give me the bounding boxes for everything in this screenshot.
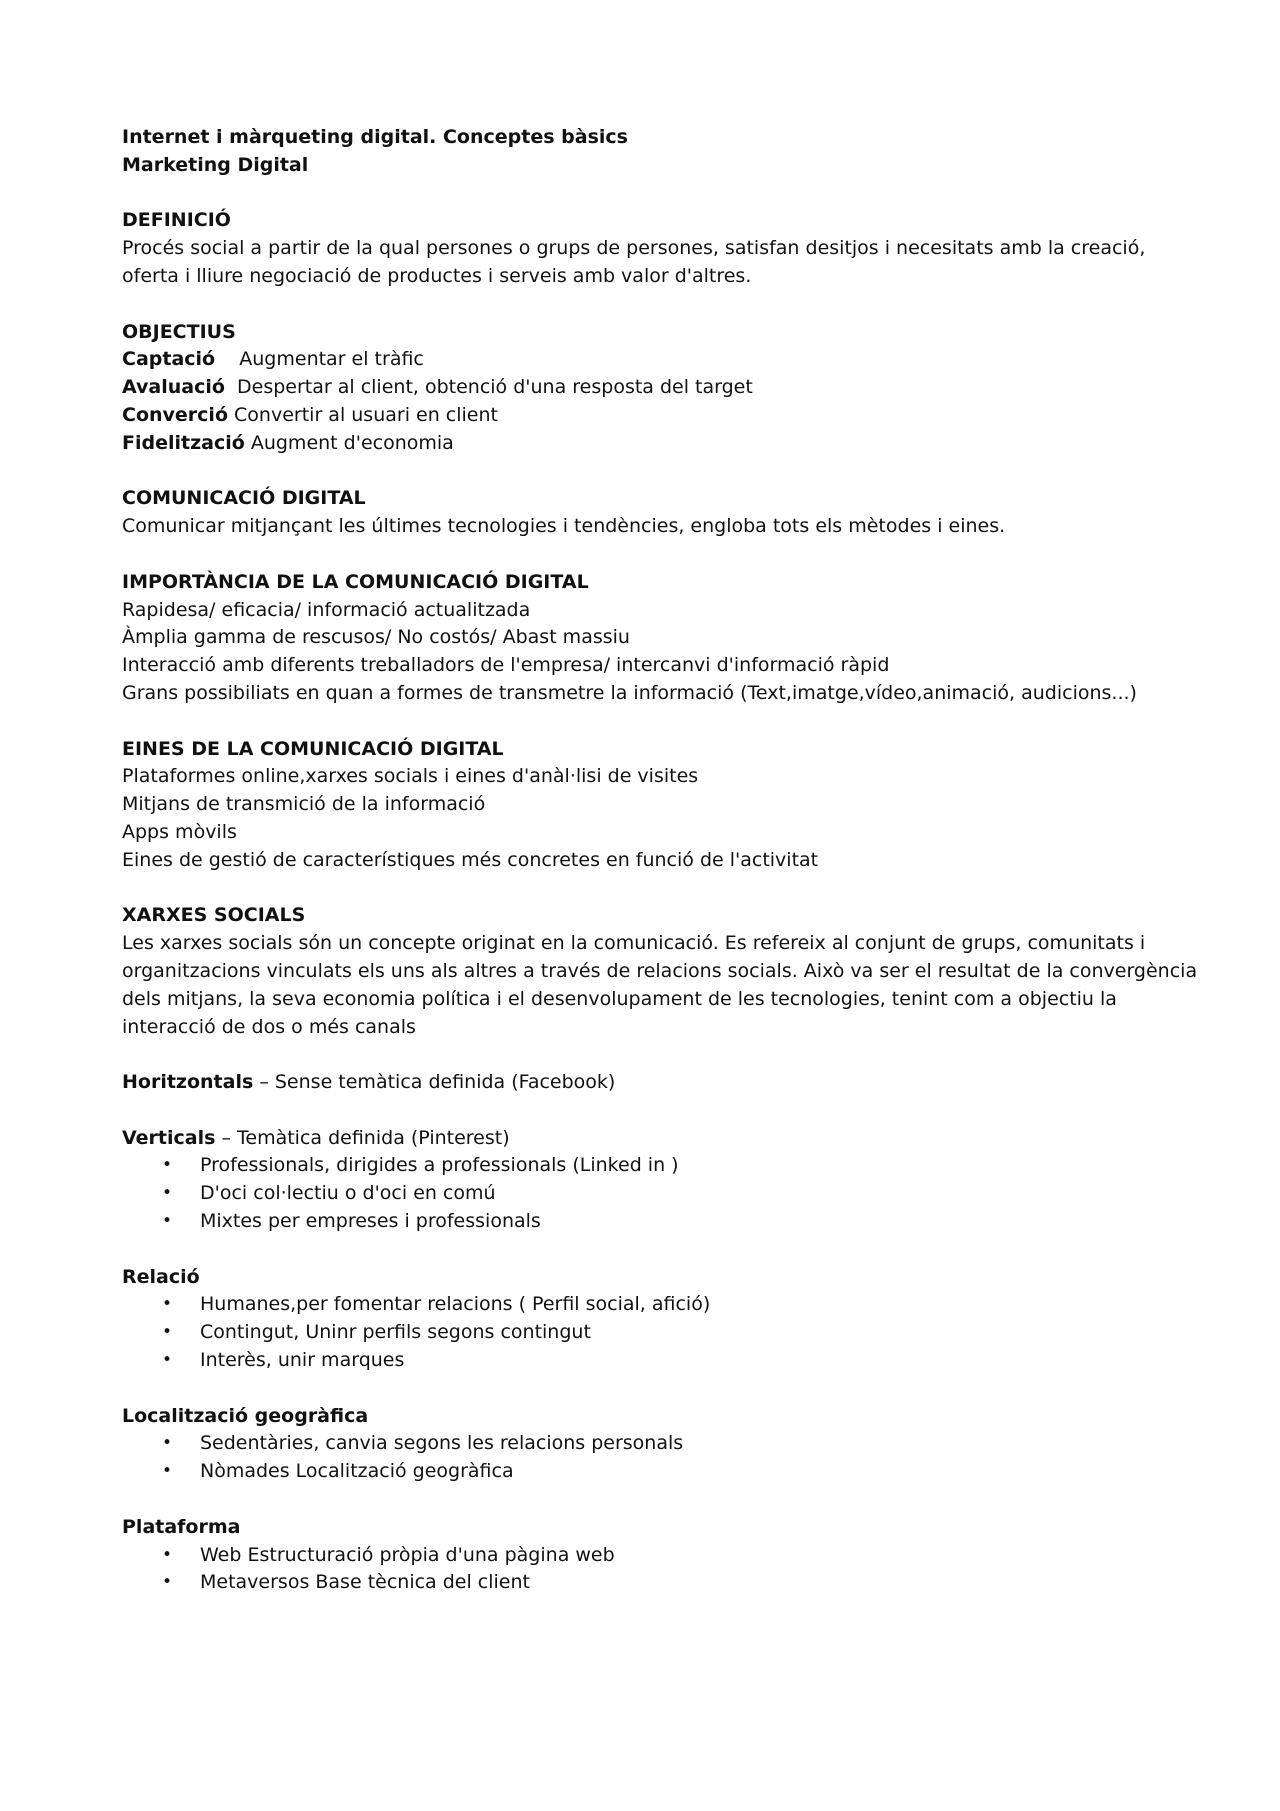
section-heading-objectius: OBJECTIUS <box>122 320 236 343</box>
verticals-term: Verticals <box>122 1126 216 1149</box>
list-item-text: Web Estructuració pròpia d'una pàgina web <box>200 1543 615 1566</box>
list-item <box>122 1430 1182 1458</box>
document-subtitle: Marketing Digital <box>122 153 309 176</box>
verticals-text: – Temàtica definida (Pinterest) <box>215 1126 510 1149</box>
section-heading-eines: EINES DE LA COMUNICACIÓ DIGITAL <box>122 737 504 760</box>
xarxes-line: organitzacions vinculats els uns als altres a través de relacions socials. Això va ser el resultat de la convergència <box>122 959 1198 982</box>
horitzontals-term: Horitzontals <box>122 1071 254 1094</box>
bullet-icon: • <box>162 1322 173 1343</box>
objectiu-text: Convertir al usuari en client <box>228 403 498 426</box>
list-item <box>122 1208 1182 1236</box>
objectiu-term: Captació <box>122 348 216 371</box>
list-item <box>122 1458 1182 1486</box>
objectiu-text: Augment d'economia <box>244 431 454 454</box>
objectiu-text: Augmentar el tràfic <box>215 348 424 371</box>
list-item-text: Humanes,per fomentar relacions ( Perfil social, afició) <box>200 1293 711 1316</box>
list-item <box>122 1347 1182 1375</box>
xarxes-line: Les xarxes socials són un concepte originat en la comunicació. Es refereix al conjunt de grups, comunitats i <box>122 932 1146 955</box>
objectiu-item <box>122 346 1182 374</box>
objectiu-term: Avaluació <box>122 376 225 399</box>
document-content <box>122 124 1198 1597</box>
verticals-line <box>122 1125 1182 1153</box>
bullet-icon: • <box>162 1183 173 1204</box>
list-item <box>122 1180 1182 1208</box>
section-heading-xarxes: XARXES SOCIALS <box>122 904 306 927</box>
objectiu-item <box>122 374 1182 402</box>
list-item-text: D'oci col·lectiu o d'oci en comú <box>200 1182 496 1205</box>
horitzontals-text: – Sense temàtica definida (Facebook) <box>253 1071 616 1094</box>
list-item-text: Professionals, dirigides a professionals (Linked in ) <box>200 1154 679 1177</box>
section-heading-comunicacio: COMUNICACIÓ DIGITAL <box>122 487 366 510</box>
section-heading-localitzacio: Localització geogràfica <box>122 1404 369 1427</box>
section-heading-importancia: IMPORTÀNCIA DE LA COMUNICACIÓ DIGITAL <box>122 570 589 593</box>
bullet-icon: • <box>162 1544 173 1565</box>
section-heading-definicio: DEFINICIÓ <box>122 209 231 232</box>
list-item <box>122 1152 1182 1180</box>
list-item-text: Mixtes per empreses i professionals <box>200 1210 541 1233</box>
eines-line: Mitjans de transmició de la informació <box>122 793 486 816</box>
list-item-text: Contingut, Uninr perfils segons contingut <box>200 1321 591 1344</box>
list-item-text: Sedentàries, canvia segons les relacions personals <box>200 1432 684 1455</box>
xarxes-line: dels mitjans, la seva economia política i el desenvolupament de les tecnologies, tenint com a objectiu la <box>122 987 1117 1010</box>
horitzontals-line <box>122 1069 1182 1097</box>
eines-line: Eines de gestió de característiques més concretes en funció de l'activitat <box>122 848 819 871</box>
importancia-line: Grans possibiliats en quan a formes de transmetre la informació (Text,imatge,vídeo,animació, audicions...) <box>122 681 1137 704</box>
bullet-icon: • <box>162 1433 173 1454</box>
list-item-text: Nòmades Localització geogràfica <box>200 1460 514 1483</box>
bullet-icon: • <box>162 1350 173 1371</box>
bullet-icon: • <box>162 1461 173 1482</box>
objectiu-text: Despertar al client, obtenció d'una resposta del target <box>224 376 753 399</box>
bullet-icon: • <box>162 1572 173 1593</box>
objectiu-term: Fidelització <box>122 431 245 454</box>
importancia-line: Interacció amb diferents treballadors de l'empresa/ intercanvi d'informació ràpid <box>122 654 890 677</box>
section-heading-plataforma: Plataforma <box>122 1515 241 1538</box>
list-item <box>122 1542 1182 1570</box>
list-item-text: Metaversos Base tècnica del client <box>200 1571 530 1594</box>
importancia-line: Àmplia gamma de rescusos/ No costós/ Abast massiu <box>122 626 630 649</box>
eines-line: Plataformes online,xarxes socials i eines d'anàl·lisi de visites <box>122 765 699 788</box>
list-item-text: Interès, unir marques <box>200 1349 405 1372</box>
comunicacio-text: Comunicar mitjançant les últimes tecnologies i tendències, engloba tots els mètodes i eines. <box>122 515 1006 538</box>
document-title: Internet i màrqueting digital. Conceptes bàsics <box>122 126 628 148</box>
bullet-icon: • <box>162 1294 173 1315</box>
objectiu-item <box>122 430 1182 458</box>
definicio-line: Procés social a partir de la qual persones o grups de persones, satisfan desitjos i necesitats amb la creació, <box>122 237 1146 260</box>
objectiu-term: Converció <box>122 403 228 426</box>
bullet-icon: • <box>162 1155 173 1176</box>
list-item <box>122 1291 1182 1319</box>
eines-line: Apps mòvils <box>122 820 237 843</box>
bullet-icon: • <box>162 1211 173 1232</box>
list-item <box>122 1319 1182 1347</box>
list-item <box>122 1569 1182 1597</box>
importancia-line: Rapidesa/ eficacia/ informació actualitzada <box>122 598 531 621</box>
objectiu-item <box>122 402 1182 430</box>
definicio-line: oferta i lliure negociació de productes i serveis amb valor d'altres. <box>122 264 752 287</box>
section-heading-relacio: Relació <box>122 1265 200 1288</box>
xarxes-line: interacció de dos o més canals <box>122 1015 416 1038</box>
